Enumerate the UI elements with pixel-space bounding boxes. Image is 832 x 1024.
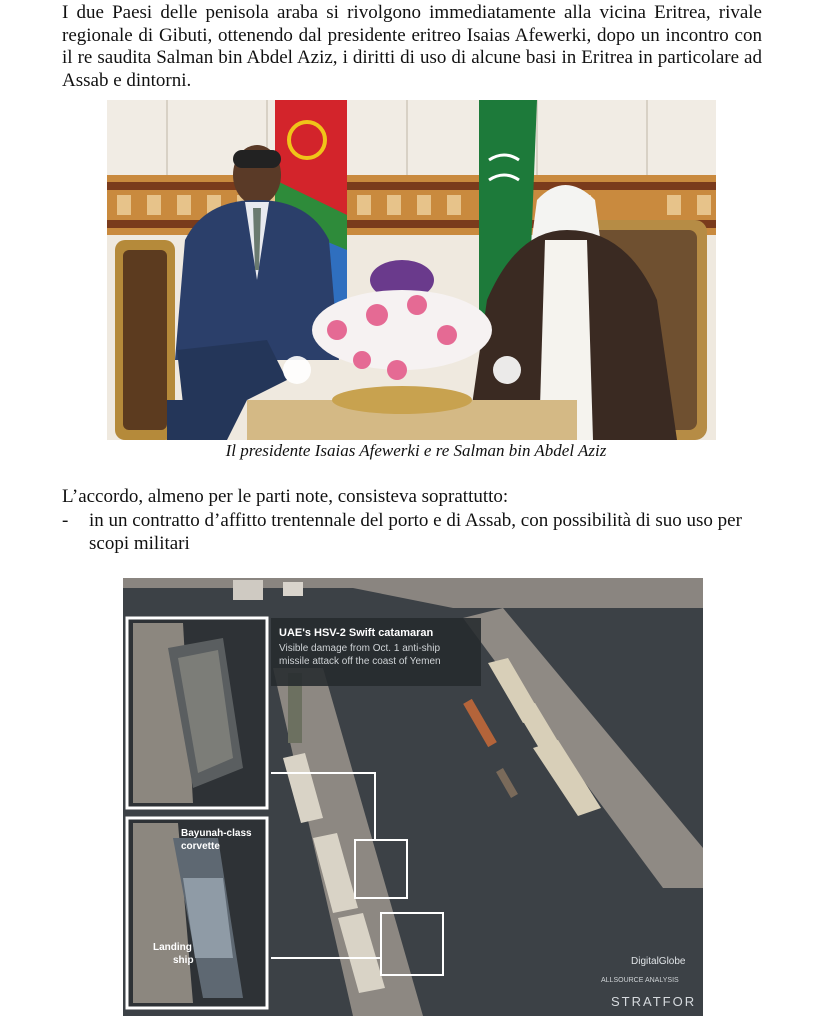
credit-digitalglobe: DigitalGlobe xyxy=(631,956,686,967)
intro-paragraph: I due Paesi delle penisola araba si rivolgono immediatamente alla vicina Eritrea, rivale regionale di Gibuti, ottenendo dal presidente eritreo Isaias Afewerki, dopo un incontro con il re saudita Salman bin Abdel Aziz, i diritti di uso di alcune basi in Eritrea in particolare ad Assab e dintorni. xyxy=(62,2,762,91)
corvette-label-line-1: Bayunah-class xyxy=(181,828,252,839)
landing-label-line-1: Landing xyxy=(153,942,192,953)
satellite-image xyxy=(123,578,703,1016)
bullet-text: in un contratto d’affitto trentennale del porto e di Assab, con possibilità di suo uso per scopi militari xyxy=(89,510,742,554)
credit-stratfor: STRATFOR xyxy=(611,994,697,1009)
satellite-illustration xyxy=(123,578,703,1016)
agreement-intro: L’accordo, almeno per le parti note, consisteva soprattutto: xyxy=(62,486,509,507)
meeting-photo xyxy=(107,100,716,440)
photo-caption: Il presidente Isaias Afewerki e re Salman bin Abdel Aziz xyxy=(225,441,607,460)
credit-allsource: ALLSOURCE ANALYSIS xyxy=(601,977,679,984)
bullet-list-item xyxy=(62,510,762,555)
callout-line-1: Visible damage from Oct. 1 anti-ship xyxy=(279,643,441,654)
corvette-label-line-2: corvette xyxy=(181,841,220,852)
meeting-photo-illustration xyxy=(107,100,716,440)
callout-line-2: missile attack off the coast of Yemen xyxy=(279,656,441,667)
bullet-dash: - xyxy=(62,510,69,531)
landing-label-line-2: ship xyxy=(173,955,194,966)
callout-title: UAE's HSV-2 Swift catamaran xyxy=(279,627,434,639)
